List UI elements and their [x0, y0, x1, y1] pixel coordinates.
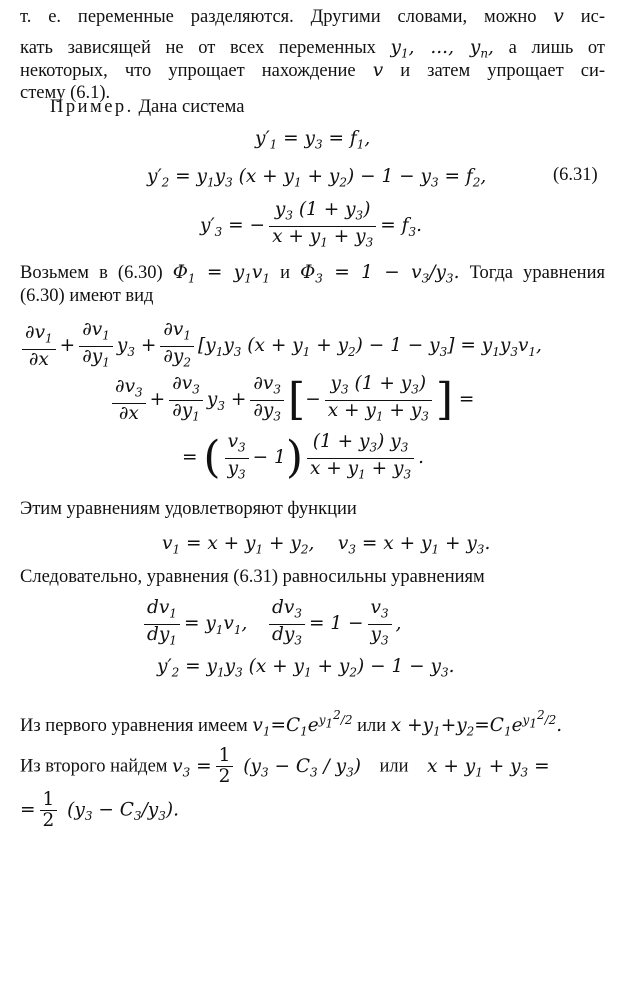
text-span: Из первого уравнения имеем [20, 716, 248, 737]
text-span: а лишь от [508, 38, 606, 58]
text-span: кать зависящей не от всех переменных [20, 38, 376, 58]
math-inline: $\Phi_3 = 1 - v_3/y_3$. [300, 262, 460, 286]
text-span: или [379, 756, 409, 777]
math-inline: $v_3$ = $\frac{1}{2}$ $(y_3 - C_3 / y_3)$ [172, 745, 361, 787]
equation: $\frac{\partial v_3}{\partial x}$ + $\frac{\partial v_3}{\partial y_1}$ $y_3$ + $\frac{\partial v_3}{\partial y_3}$ [− $\frac{y_3 (1 + y_3)}{x + y_1 + y_3}$ ] = [108, 374, 474, 426]
text-line [20, 746, 550, 787]
text-span: стему (6.1). [20, 83, 111, 103]
text-span: и затем упрощает си- [400, 61, 606, 81]
equation: $v_1 = x + y_1 + y_2$, $v_3 = x + y_1 + y_3$. [162, 533, 491, 557]
text-line [20, 704, 562, 743]
equation: = ( $\frac{v_3}{y_3}$ − 1) $\frac{(1 + y_3) y_3}{x + y_1 + y_3}$ . [182, 431, 425, 484]
text-span: Возьмем в (6.30) [20, 263, 163, 283]
text-span: ис- [580, 7, 605, 27]
text-line [20, 60, 605, 82]
math-inline: $x + y_1 + y_3$ = [427, 755, 550, 780]
text-span: Дана система [138, 97, 245, 117]
equation: = $\frac{1}{2}$ $(y_3 - C_3/y_3)$. [20, 789, 179, 831]
equation: $y'_3$ = − $\frac{y_3 (1 + y_3)}{x + y_1 + y_3}$ = $f_3$. [200, 199, 422, 250]
text-line [20, 566, 485, 588]
text-span: или [357, 716, 387, 737]
equation: $\frac{\partial v_1}{\partial x}$ + $\frac{\partial v_1}{\partial y_1}$ $y_3$ + $\frac{\partial v_1}{\partial y_2}$ [$y_1y_3$ $(x + y_1 + y_2) - 1 - y_3] = y_1y_3v_1$, [18, 320, 542, 372]
text-line [20, 6, 605, 28]
text-line [20, 285, 153, 307]
equation: $\frac{dv_1}{dy_1}$ = $y_1v_1$, $\frac{dv_3}{dy_3}$ = 1 − $\frac{v_3}{y_3}$ , [140, 598, 402, 650]
equation-number: (6.31) [553, 165, 598, 185]
math-inline: $\Phi_1 = y_1v_1$ [172, 262, 270, 286]
equation: $y'_1 = y_3 = f_1$, [255, 128, 371, 152]
text-line [20, 498, 357, 520]
math-var: v [372, 60, 384, 81]
text-span: (6.30) имеют вид [20, 286, 154, 306]
math-inline: $x +y_1+y_2=C_1e^{y_1^2/2}$. [390, 708, 563, 739]
example-label: Пример. [50, 97, 134, 117]
text-span: Следовательно, уравнения (6.31) равносильны уравнениям [20, 567, 485, 587]
text-span: Из второго найдем [20, 756, 168, 777]
math-var: v [553, 6, 564, 27]
text-span: Тогда уравнения [469, 263, 605, 283]
text-span: т. е. переменные разделяются. Другими словами, можно [20, 7, 537, 27]
math-inline: $v_1=C_1e^{y_1^2/2}$ [252, 708, 353, 739]
text-span: и [280, 263, 290, 283]
equation: $y'_2 = y_1y_3$ $(x + y_1 + y_2) - 1 - y_3$. [157, 656, 455, 680]
text-span: некоторых, что упрощает нахождение [20, 61, 356, 81]
equation: $y'_2 = y_1y_3$ $(x + y_1 + y_2) - 1 - y_3 = f_2$, [147, 166, 487, 190]
math-inline: $y_1$, ..., $y_n$, [390, 37, 494, 61]
text-span: Этим уравнениям удовлетворяют функции [20, 499, 357, 519]
text-line [50, 96, 244, 118]
